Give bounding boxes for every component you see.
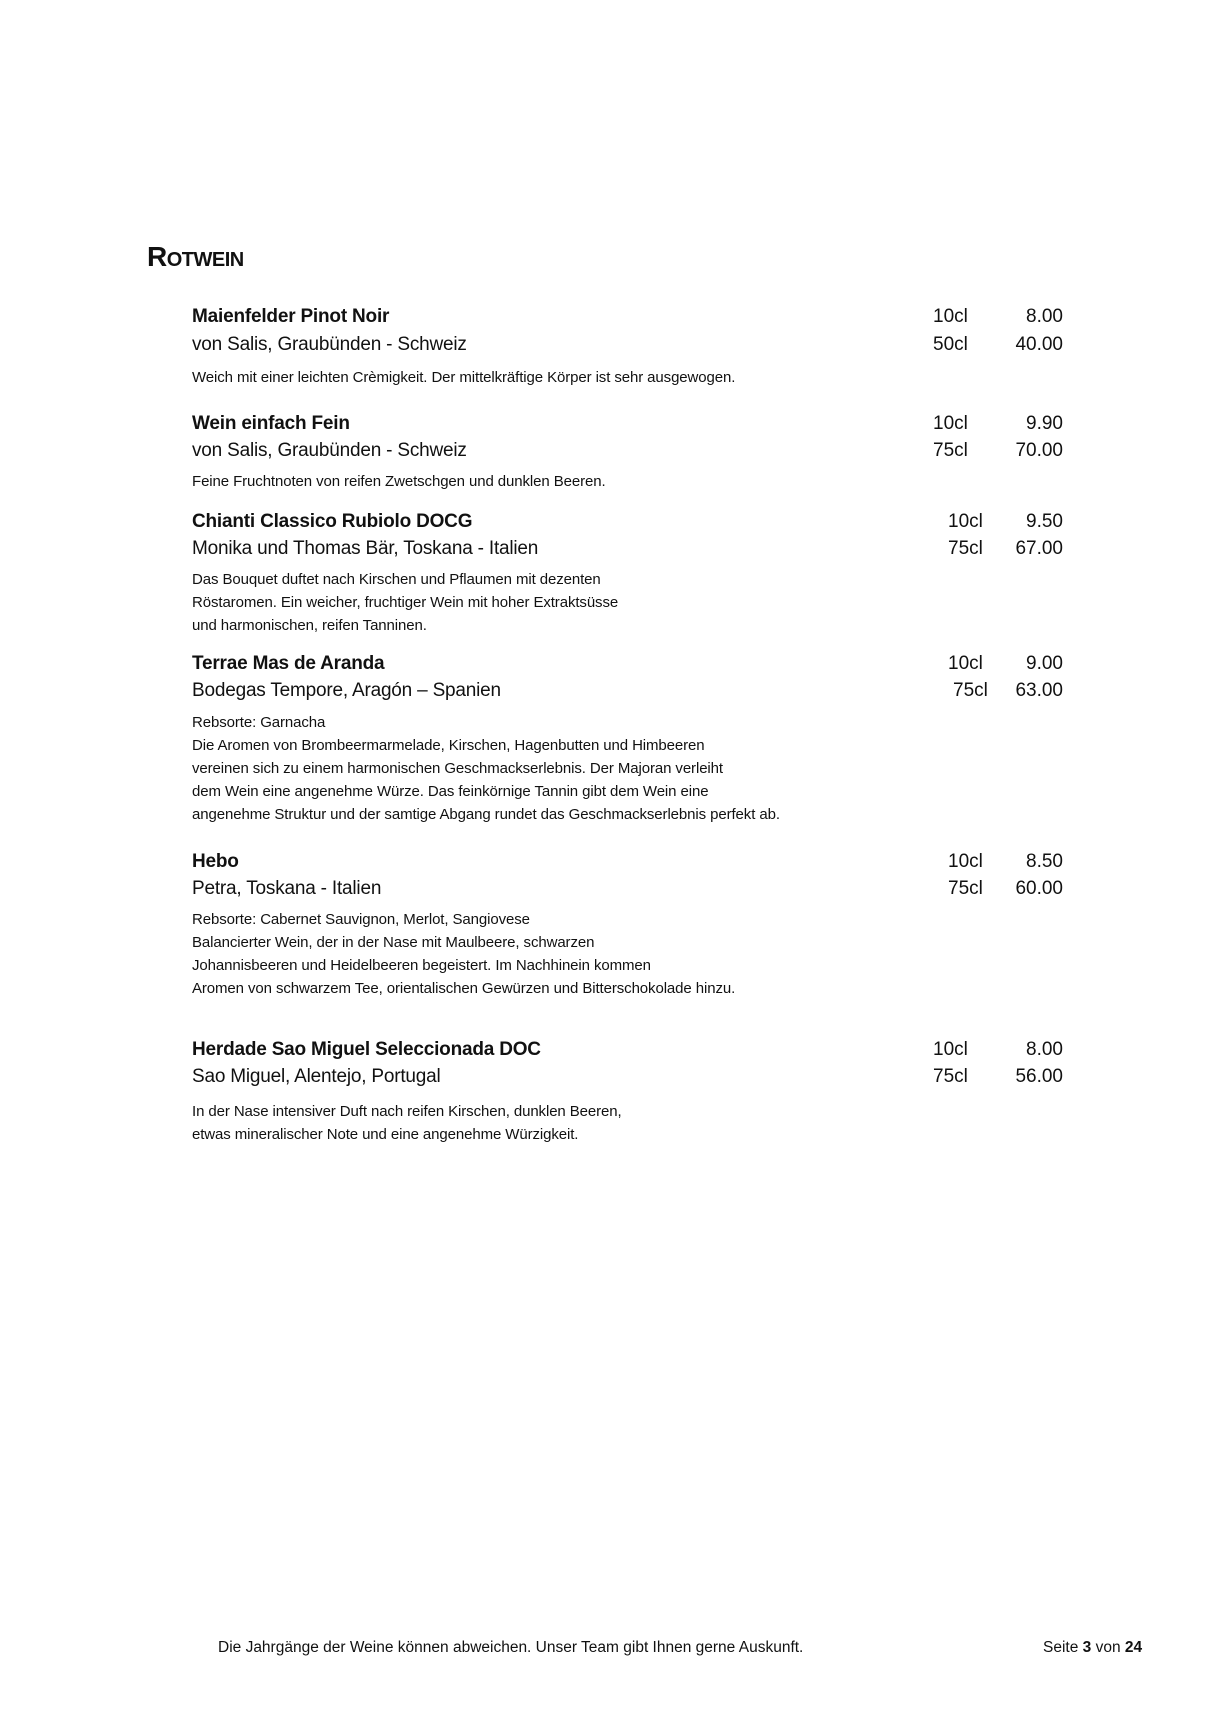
page-current: 3 (1082, 1639, 1092, 1656)
wine-size: 10cl (933, 306, 968, 327)
wine-price: 60.00 (1015, 878, 1063, 899)
wine-description-line: Aromen von schwarzem Tee, orientalischen Gewürzen und Bitterschokolade hinzu. (192, 980, 736, 997)
wine-description-line: vereinen sich zu einem harmonischen Geschmackserlebnis. Der Majoran verleiht (192, 760, 723, 777)
wine-name: Wein einfach Fein (192, 413, 350, 434)
wine-size: 50cl (933, 334, 968, 355)
wine-origin: von Salis, Graubünden - Schweiz (192, 440, 467, 461)
wine-price: 8.00 (1026, 306, 1063, 327)
wine-name: Terrae Mas de Aranda (192, 653, 385, 674)
wine-price: 67.00 (1015, 538, 1063, 559)
wine-price: 9.90 (1026, 413, 1063, 434)
wine-name: Herdade Sao Miguel Seleccionada DOC (192, 1039, 541, 1060)
wine-name: Hebo (192, 851, 239, 872)
wine-description-line: Weich mit einer leichten Crèmigkeit. Der mittelkräftige Körper ist sehr ausgewogen. (192, 369, 736, 386)
page-total: 24 (1124, 1639, 1143, 1656)
wine-description-line: Röstaromen. Ein weicher, fruchtiger Wein mit hoher Extraktsüsse (192, 594, 619, 611)
wine-name: Chianti Classico Rubiolo DOCG (192, 511, 473, 532)
wine-origin: Bodegas Tempore, Aragón – Spanien (192, 680, 501, 701)
wine-price: 63.00 (1015, 680, 1063, 701)
wine-origin: Petra, Toskana - Italien (192, 878, 382, 899)
wine-description-line: Johannisbeeren und Heidelbeeren begeistert. Im Nachhinein kommen (192, 957, 651, 974)
wine-price: 8.50 (1026, 851, 1063, 872)
wine-size: 10cl (948, 851, 983, 872)
wine-description-line: Rebsorte: Garnacha (192, 714, 326, 731)
wine-description-line: angenehme Struktur und der samtige Abgang rundet das Geschmackserlebnis perfekt ab. (192, 806, 780, 823)
wine-size: 10cl (948, 511, 983, 532)
wine-size: 75cl (953, 680, 988, 701)
page-number (1043, 1640, 1142, 1656)
wine-description-line: Das Bouquet duftet nach Kirschen und Pflaumen mit dezenten (192, 571, 601, 588)
wine-price: 9.00 (1026, 653, 1063, 674)
page-separator: von (1095, 1639, 1121, 1656)
page-prefix: Seite (1043, 1639, 1079, 1656)
wine-origin: Monika und Thomas Bär, Toskana - Italien (192, 538, 539, 559)
footer-note: Die Jahrgänge der Weine können abweichen. Unser Team gibt Ihnen gerne Auskunft. (218, 1639, 804, 1656)
wine-description-line: Feine Fruchtnoten von reifen Zwetschgen und dunklen Beeren. (192, 473, 606, 490)
wine-price: 70.00 (1015, 440, 1063, 461)
wine-description-line: Die Aromen von Brombeermarmelade, Kirschen, Hagenbutten und Himbeeren (192, 737, 705, 754)
wine-description-line: Rebsorte: Cabernet Sauvignon, Merlot, Sangiovese (192, 911, 530, 928)
wine-size: 10cl (948, 653, 983, 674)
wine-description-line: dem Wein eine angenehme Würze. Das feinkörnige Tannin gibt dem Wein eine (192, 783, 709, 800)
wine-size: 10cl (933, 1039, 968, 1060)
section-title: Rotwein (147, 241, 244, 272)
wine-name: Maienfelder Pinot Noir (192, 306, 390, 327)
wine-price: 56.00 (1015, 1066, 1063, 1087)
wine-price: 8.00 (1026, 1039, 1063, 1060)
wine-price: 40.00 (1015, 334, 1063, 355)
wine-origin: Sao Miguel, Alentejo, Portugal (192, 1066, 441, 1087)
wine-size: 75cl (933, 1066, 968, 1087)
wine-description-line: Balancierter Wein, der in der Nase mit Maulbeere, schwarzen (192, 934, 595, 951)
wine-size: 75cl (948, 538, 983, 559)
wine-description-line: In der Nase intensiver Duft nach reifen Kirschen, dunklen Beeren, (192, 1103, 622, 1120)
wine-size: 75cl (933, 440, 968, 461)
wine-description-line: etwas mineralischer Note und eine angenehme Würzigkeit. (192, 1126, 579, 1143)
wine-size: 75cl (948, 878, 983, 899)
wine-size: 10cl (933, 413, 968, 434)
wine-origin: von Salis, Graubünden - Schweiz (192, 334, 467, 355)
wine-description-line: und harmonischen, reifen Tanninen. (192, 617, 427, 634)
wine-price: 9.50 (1026, 511, 1063, 532)
